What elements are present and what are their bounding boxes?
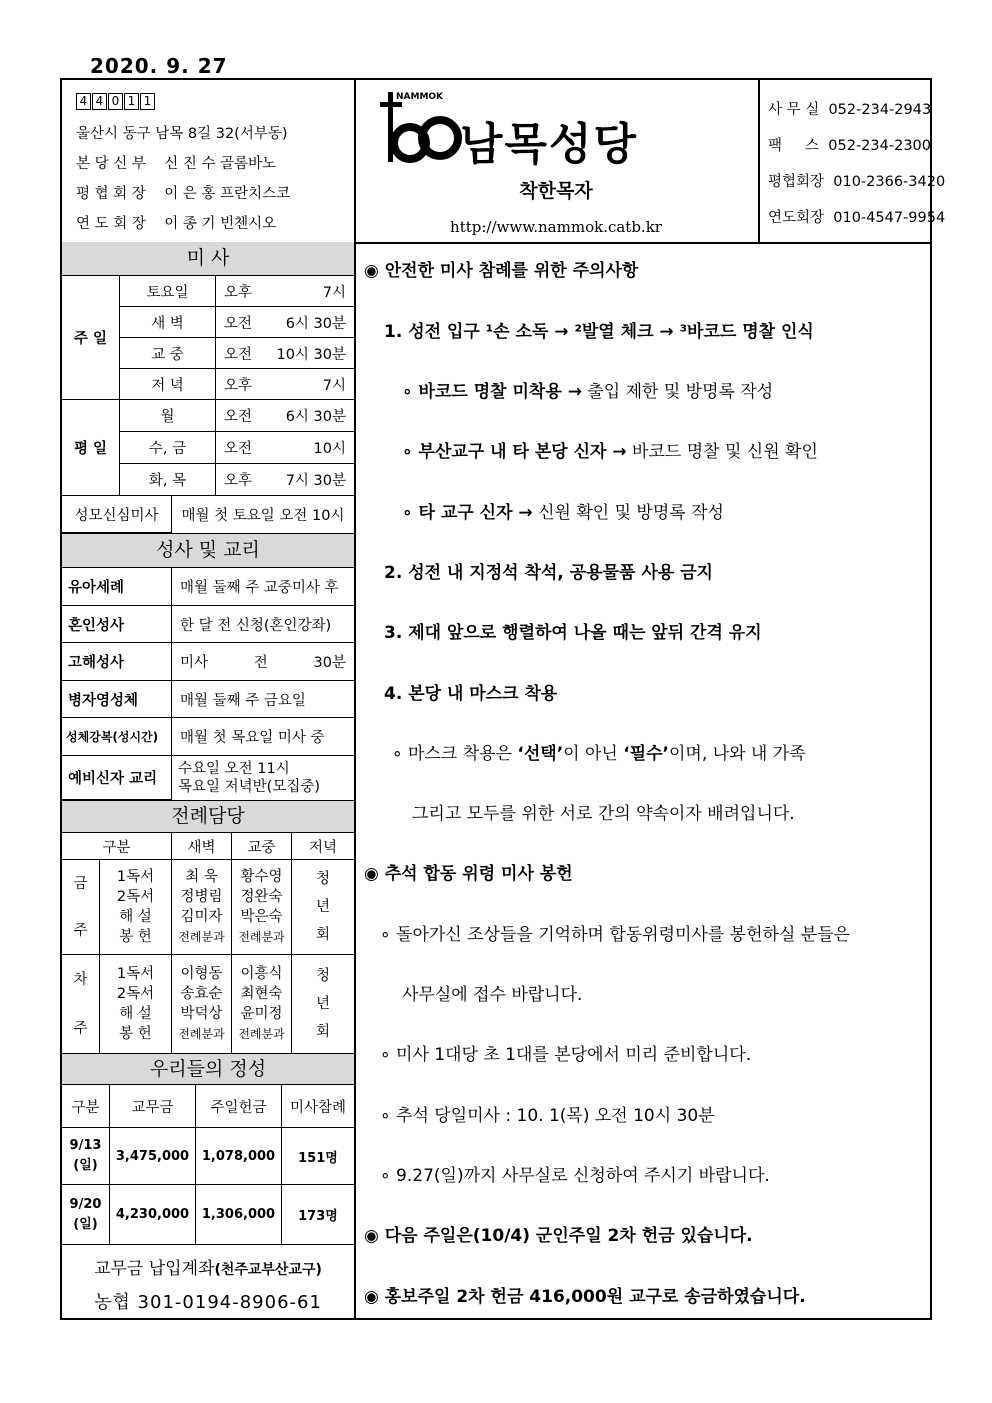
liturgy-week bbox=[62, 860, 100, 955]
role: 해 설 bbox=[119, 909, 152, 925]
confession-b: 전 bbox=[253, 655, 268, 671]
mass-time bbox=[216, 338, 354, 369]
liturgy-header: 저녁 bbox=[292, 833, 354, 860]
catechumen-line: 목요일 저녁반(모집중) bbox=[178, 779, 320, 795]
notice-text: 이 아닌 bbox=[563, 744, 624, 764]
sacrament-value: 한 달 전 신청(혼인강좌) bbox=[172, 606, 354, 643]
liturgy-roles bbox=[100, 955, 172, 1053]
date-line: (일) bbox=[73, 1216, 98, 1232]
minister: 정병림 bbox=[180, 889, 223, 905]
minister: 최현숙 bbox=[240, 986, 283, 1002]
sacrament-label: 유아세례 bbox=[62, 568, 172, 606]
week-char: 차 bbox=[73, 971, 88, 988]
mass-ampm: 오전 bbox=[224, 409, 253, 425]
zip-digit: 1 bbox=[140, 93, 155, 110]
notice-subitem bbox=[402, 437, 818, 462]
offering-dues: 3,475,000 bbox=[110, 1128, 196, 1185]
minister: 박덕상 bbox=[180, 1006, 223, 1022]
account-number: 농협 301-0194-8906-61 bbox=[94, 1292, 322, 1313]
notice-text: 출입 제한 및 방명록 작성 bbox=[581, 382, 774, 402]
notice-subitem: 그리고 모두를 위한 서로 간의 약속이자 배려입니다. bbox=[412, 804, 795, 824]
contact-fax: 팩 스 052-234-2300 bbox=[768, 138, 931, 154]
date-line: (일) bbox=[73, 1158, 98, 1173]
council-head: 평 협 회 장 이 은 홍 프란치스코 bbox=[76, 186, 291, 202]
mass-ampm: 오후 bbox=[224, 377, 253, 394]
mass-hour: 7시 30분 bbox=[285, 473, 346, 489]
sacraments-title: 성사 및 교리 bbox=[62, 533, 354, 568]
mass-time bbox=[216, 432, 354, 464]
contact-office: 사 무 실 052-234-2943 bbox=[768, 102, 932, 118]
mass-ampm: 오후 bbox=[224, 473, 253, 489]
notice-item: 1. 성전 입구 ¹손 소독 → ²발열 체크 → ³바코드 명찰 인식 bbox=[384, 322, 814, 342]
mass-ampm: 오전 bbox=[224, 441, 253, 457]
bulletin-frame bbox=[60, 78, 946, 1320]
mass-day: 저 녁 bbox=[120, 369, 216, 400]
week-char: 금 bbox=[73, 875, 88, 892]
mass-ampm: 오전 bbox=[224, 315, 253, 332]
notice-title: ◉ 홍보주일 2차 헌금 416,000원 교구로 송금하였습니다. bbox=[364, 1287, 806, 1307]
marian-mass-label: 성모신심미사 bbox=[62, 496, 172, 533]
sacrament-value: 매월 둘째 주 금요일 bbox=[172, 681, 354, 718]
minister: 전례분과 bbox=[178, 930, 225, 944]
mass-time bbox=[216, 464, 354, 496]
sacrament-label: 성체강복(성시간) bbox=[62, 718, 172, 756]
role: 1독서 bbox=[116, 966, 155, 982]
notice-item: 4. 본당 내 마스크 착용 bbox=[384, 684, 558, 704]
notice-subitem bbox=[402, 498, 724, 523]
weekday-label: 평 일 bbox=[62, 400, 120, 496]
mass-day: 토요일 bbox=[120, 276, 216, 307]
mass-hour: 6시 30분 bbox=[285, 315, 346, 332]
offering-header: 미사참례 bbox=[282, 1085, 354, 1128]
header bbox=[62, 80, 946, 244]
mass-ampm: 오후 bbox=[224, 284, 253, 301]
logo-block bbox=[354, 80, 760, 242]
sacrament-value bbox=[172, 643, 354, 681]
offering-dues: 4,230,000 bbox=[110, 1185, 196, 1245]
notice-subitem: ∘ 9.27(일)까지 사무실로 신청하여 주시기 바랍니다. bbox=[380, 1166, 770, 1186]
liturgy-dawn bbox=[172, 955, 232, 1053]
notice-subitem: ∘ 미사 1대당 초 1대를 본당에서 미리 준비합니다. bbox=[380, 1045, 752, 1065]
date-line: 9/13 bbox=[69, 1138, 102, 1153]
week-char: 주 bbox=[73, 1020, 88, 1037]
notice-subitem: 사무실에 접수 바랍니다. bbox=[402, 985, 583, 1005]
minister: 전례분과 bbox=[238, 930, 285, 944]
youth-head: 연 도 회 장 이 종 기 빈첸시오 bbox=[76, 216, 277, 232]
parish-name: 남목성당 bbox=[460, 119, 639, 170]
notice-title: ◉ 안전한 미사 참례를 위한 주의사항 bbox=[364, 261, 639, 281]
youth-char: 청 bbox=[315, 968, 330, 984]
minister: 정완숙 bbox=[240, 889, 283, 905]
minister: 최 욱 bbox=[185, 869, 218, 885]
offering-header: 교무금 bbox=[110, 1085, 196, 1128]
sacrament-value: 매월 첫 목요일 미사 중 bbox=[172, 718, 354, 756]
zip-code bbox=[76, 93, 156, 110]
sunday-label: 주 일 bbox=[62, 276, 120, 400]
mass-hour: 6시 30분 bbox=[285, 409, 346, 425]
marian-mass-value: 매월 첫 토요일 오전 10시 bbox=[181, 508, 345, 524]
liturgy-roles bbox=[100, 860, 172, 955]
mass-title: 미 사 bbox=[62, 242, 354, 276]
zip-digit: 0 bbox=[108, 93, 123, 110]
offering-attend: 151명 bbox=[282, 1128, 354, 1185]
mass-time bbox=[216, 307, 354, 338]
minister: 황수영 bbox=[240, 869, 283, 885]
notice-title: ◉ 추석 합동 위령 미사 봉헌 bbox=[364, 864, 573, 884]
contact-info bbox=[758, 80, 946, 242]
notice-bold: ∘ 바코드 명찰 미착용 → bbox=[402, 382, 582, 402]
mass-hour: 10시 30분 bbox=[276, 346, 346, 363]
mass-day: 수, 금 bbox=[120, 432, 216, 464]
offering-sunday: 1,306,000 bbox=[196, 1185, 282, 1245]
role: 봉 헌 bbox=[119, 929, 152, 945]
website-url[interactable]: http://www.nammok.catb.kr bbox=[450, 218, 662, 236]
parish-info bbox=[62, 80, 356, 242]
notice-title: ◉ 다음 주일은(10/4) 군인주일 2차 헌금 있습니다. bbox=[364, 1226, 753, 1246]
notices bbox=[354, 242, 930, 1320]
sacrament-label: 병자영성체 bbox=[62, 681, 172, 718]
offering-date bbox=[62, 1185, 110, 1245]
zip-digit: 1 bbox=[124, 93, 139, 110]
notice-text: 바코드 명찰 및 신원 확인 bbox=[626, 442, 818, 462]
date-line: 9/20 bbox=[69, 1196, 102, 1212]
liturgy-header: 구분 bbox=[62, 833, 172, 860]
offering-header: 주일헌금 bbox=[196, 1085, 282, 1128]
mass-day: 화, 목 bbox=[120, 464, 216, 496]
role: 해 설 bbox=[119, 1006, 152, 1022]
role: 2독서 bbox=[116, 889, 155, 905]
minister: 전례분과 bbox=[178, 1027, 225, 1041]
liturgy-main bbox=[232, 955, 292, 1053]
sacrament-label: 고해성사 bbox=[62, 643, 172, 681]
sacrament-label: 혼인성사 bbox=[62, 606, 172, 643]
notice-text: 이며, 나와 내 가족 bbox=[669, 744, 806, 764]
mass-day: 교 중 bbox=[120, 338, 216, 369]
notice-subitem: ∘ 돌아가신 조상들을 기억하며 합동위령미사를 봉헌하실 분들은 bbox=[380, 925, 851, 945]
notice-text: 신원 확인 및 방명록 작성 bbox=[532, 503, 724, 523]
mass-ampm: 오전 bbox=[224, 346, 253, 363]
notice-item: 3. 제대 앞으로 행렬하여 나올 때는 앞뒤 간격 유지 bbox=[384, 623, 762, 643]
notice-subitem: ∘ 추석 당일미사 : 10. 1(목) 오전 10시 30분 bbox=[380, 1106, 715, 1126]
youth-char: 년 bbox=[315, 996, 330, 1012]
address: 울산시 동구 남목 8길 32(서부동) bbox=[76, 126, 288, 142]
offering-date bbox=[62, 1128, 110, 1185]
mass-day: 월 bbox=[120, 400, 216, 432]
offering-title: 우리들의 정성 bbox=[62, 1053, 354, 1085]
liturgy-title: 전례담당 bbox=[62, 800, 354, 833]
liturgy-header: 교중 bbox=[232, 833, 292, 860]
youth-char: 회 bbox=[315, 1024, 330, 1040]
notice-bold: ‘필수’ bbox=[623, 744, 669, 764]
mass-hour: 10시 bbox=[313, 441, 346, 457]
minister: 윤미정 bbox=[240, 1006, 283, 1022]
role: 봉 헌 bbox=[119, 1026, 152, 1042]
contact-council: 평협회장 010-2366-3420 bbox=[768, 174, 946, 190]
account-label: 교무금 납입계좌 bbox=[94, 1259, 215, 1279]
zip-digit: 4 bbox=[92, 93, 107, 110]
pastor: 본 당 신 부 신 진 수 골롬바노 bbox=[76, 156, 277, 172]
logo-small-text: NAMMOK bbox=[396, 92, 444, 102]
liturgy-eve bbox=[292, 860, 354, 955]
notice-bold: ‘선택’ bbox=[517, 744, 564, 764]
notice-bold: ∘ 부산교구 내 타 본당 신자 → bbox=[402, 442, 627, 462]
mass-day: 새 벽 bbox=[120, 307, 216, 338]
minister: 전례분과 bbox=[238, 1027, 285, 1041]
mass-time bbox=[216, 276, 354, 307]
catechumen-value bbox=[172, 756, 354, 800]
confession-a: 미사 bbox=[180, 655, 209, 671]
motto: 착한목자 bbox=[519, 180, 593, 202]
liturgy-main bbox=[232, 860, 292, 955]
notice-subitem bbox=[402, 377, 773, 402]
minister: 김미자 bbox=[180, 909, 223, 925]
left-column bbox=[62, 242, 356, 1320]
notice-bold: ∘ 타 교구 신자 → bbox=[402, 503, 533, 523]
catechumen-line: 수요일 오전 11시 bbox=[178, 761, 290, 777]
mass-time bbox=[216, 400, 354, 432]
offering-attend: 173명 bbox=[282, 1185, 354, 1245]
liturgy-week bbox=[62, 955, 100, 1053]
account-label-line bbox=[62, 1254, 354, 1279]
liturgy-dawn bbox=[172, 860, 232, 955]
minister: 송효순 bbox=[180, 986, 223, 1002]
mass-hour: 7시 bbox=[322, 284, 346, 301]
notice-item: 2. 성전 내 지정석 착석, 공용물품 사용 금지 bbox=[384, 563, 713, 583]
bulletin-date: 2020. 9. 27 bbox=[90, 54, 228, 78]
liturgy-eve bbox=[292, 955, 354, 1053]
zip-digit: 4 bbox=[76, 93, 91, 110]
role: 2독서 bbox=[116, 986, 155, 1002]
youth-char: 회 bbox=[315, 927, 330, 943]
minister: 이형동 bbox=[180, 966, 223, 982]
logo bbox=[374, 88, 734, 168]
youth-char: 청 bbox=[315, 871, 330, 887]
mass-hour: 7시 bbox=[322, 377, 346, 394]
minister: 박은숙 bbox=[240, 909, 283, 925]
account-org: (천주교부산교구) bbox=[214, 1262, 322, 1278]
notice-subitem bbox=[392, 739, 806, 764]
liturgy-header: 새벽 bbox=[172, 833, 232, 860]
role: 1독서 bbox=[116, 869, 155, 885]
contact-youth: 연도회장 010-4547-9954 bbox=[768, 210, 946, 226]
minister: 이흥식 bbox=[240, 966, 283, 982]
offering-sunday: 1,078,000 bbox=[196, 1128, 282, 1185]
week-char: 주 bbox=[73, 922, 88, 939]
sacrament-value: 매월 둘째 주 교중미사 후 bbox=[172, 568, 354, 606]
mass-time bbox=[216, 369, 354, 400]
notice-text: ∘ 마스크 착용은 bbox=[392, 744, 518, 764]
offering-header: 구분 bbox=[62, 1085, 110, 1128]
sacrament-label: 예비신자 교리 bbox=[62, 756, 172, 800]
youth-char: 년 bbox=[315, 899, 330, 915]
confession-c: 30분 bbox=[313, 655, 346, 671]
